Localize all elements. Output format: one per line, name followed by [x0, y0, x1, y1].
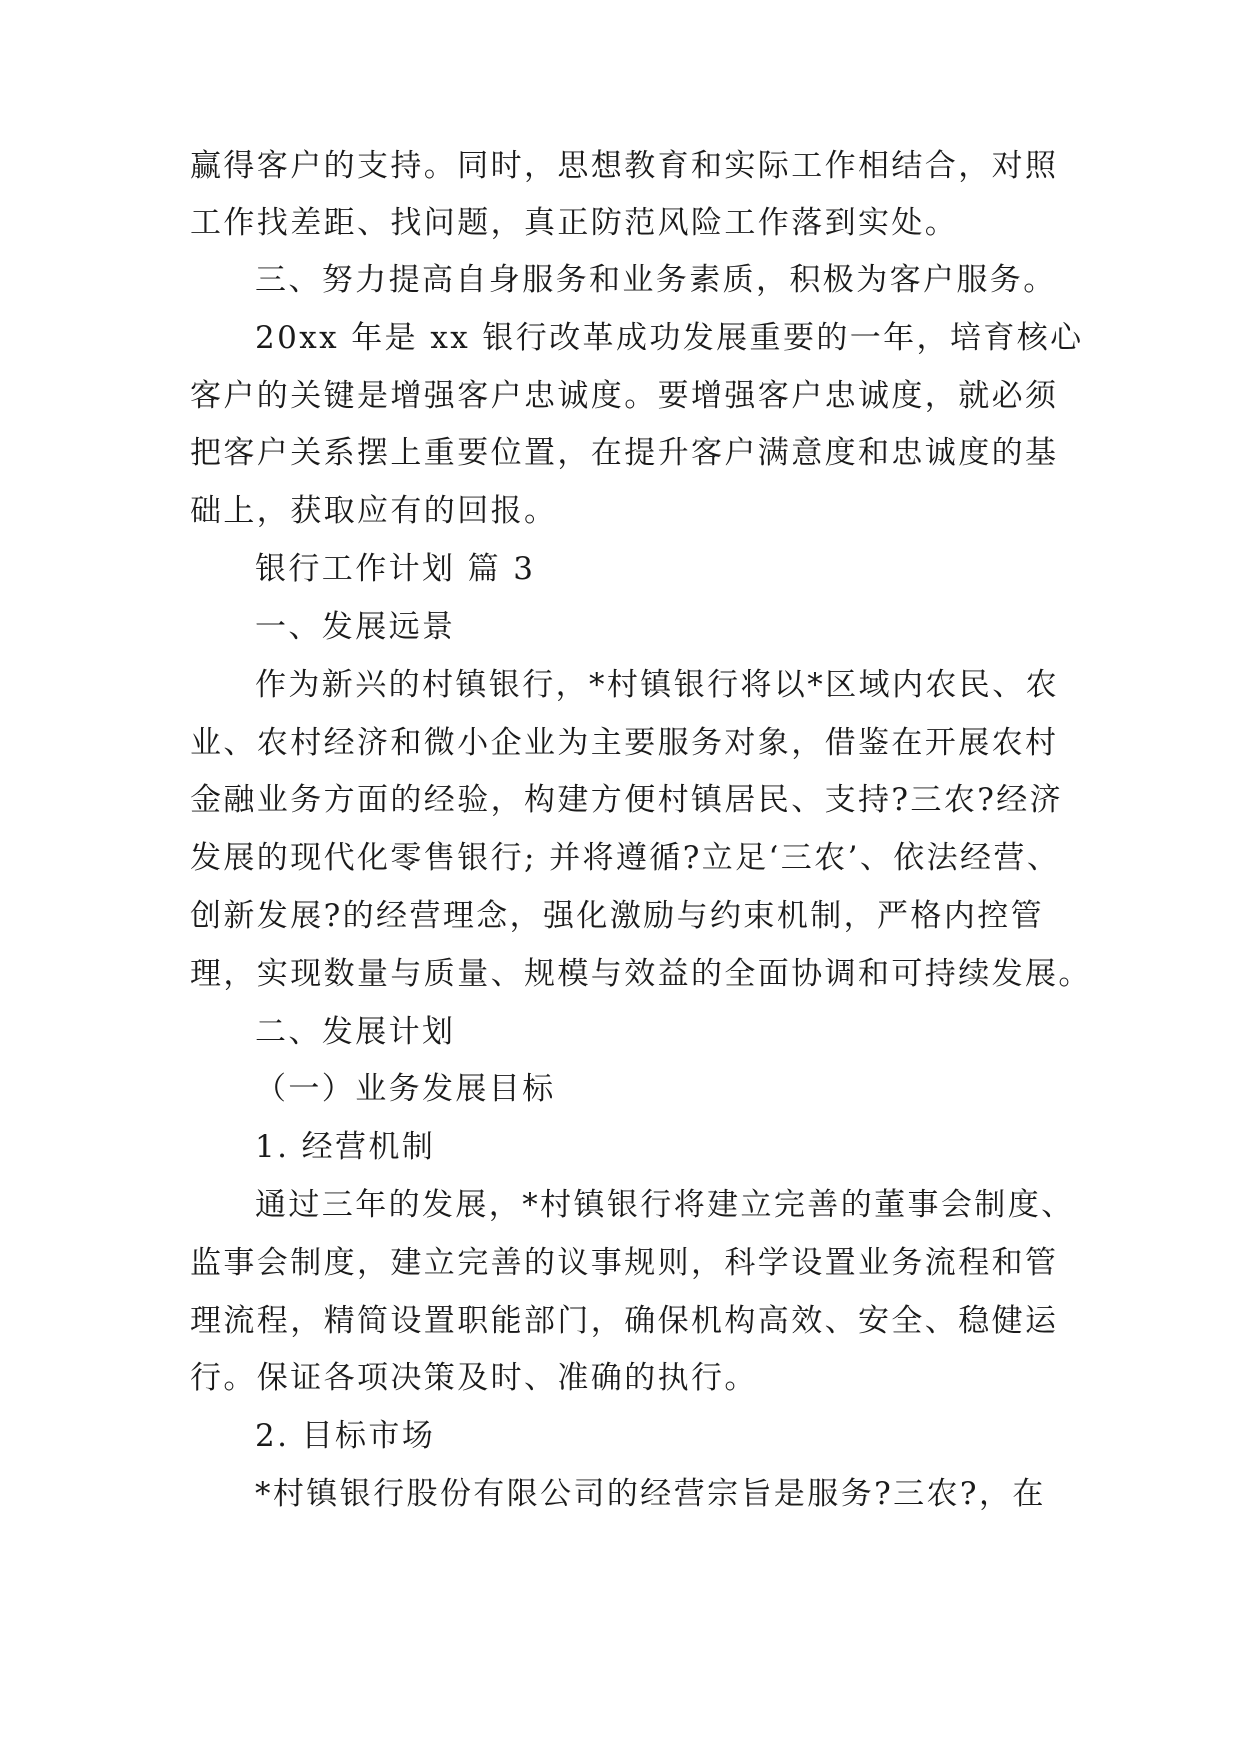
paragraph-line: *村镇银行股份有限公司的经营宗旨是服务?三农?，在	[255, 1476, 1046, 1512]
paragraph-line: 业、农村经济和微小企业为主要服务对象，借鉴在开展农村	[190, 725, 1059, 761]
paragraph-line: 理，实现数量与质量、规模与效益的全面协调和可持续发展。	[190, 956, 1092, 992]
item-heading: 2. 目标市场	[255, 1418, 436, 1454]
paragraph-line: 金融业务方面的经验，构建方便村镇居民、支持?三农?经济	[190, 782, 1064, 818]
paragraph-line: 发展的现代化零售银行; 并将遵循?立足‘三农’、依法经营、	[190, 840, 1061, 876]
section-heading: 三、努力提高自身服务和业务素质，积极为客户服务。	[255, 262, 1057, 298]
paragraph-line: 行。保证各项决策及时、准确的执行。	[190, 1360, 758, 1396]
document-title: 银行工作计划 篇 3	[255, 551, 536, 587]
paragraph-line: 把客户关系摆上重要位置，在提升客户满意度和忠诚度的基	[190, 435, 1059, 471]
paragraph-line: 客户的关键是增强客户忠诚度。要增强客户忠诚度，就必须	[190, 378, 1059, 414]
paragraph-line: 创新发展?的经营理念，强化激励与约束机制，严格内控管	[190, 898, 1045, 934]
paragraph-line: 作为新兴的村镇银行，*村镇银行将以*区域内农民、农	[255, 667, 1059, 703]
subsection-heading: （一）业务发展目标	[255, 1071, 556, 1107]
paragraph-line: 监事会制度，建立完善的议事规则，科学设置业务流程和管	[190, 1245, 1059, 1281]
item-heading: 1. 经营机制	[255, 1129, 436, 1165]
paragraph-line: 理流程，精简设置职能部门，确保机构高效、安全、稳健运	[190, 1303, 1059, 1339]
section-heading: 一、发展远景	[255, 609, 456, 645]
paragraph-line: 20xx 年是 xx 银行改革成功发展重要的一年，培育核心	[255, 320, 1084, 356]
paragraph-line: 础上，获取应有的回报。	[190, 493, 558, 529]
section-heading: 二、发展计划	[255, 1014, 456, 1050]
paragraph-line: 工作找差距、找问题，真正防范风险工作落到实处。	[190, 205, 959, 241]
paragraph-line: 赢得客户的支持。同时，思想教育和实际工作相结合，对照	[190, 148, 1059, 184]
paragraph-line: 通过三年的发展，*村镇银行将建立完善的董事会制度、	[255, 1187, 1075, 1223]
